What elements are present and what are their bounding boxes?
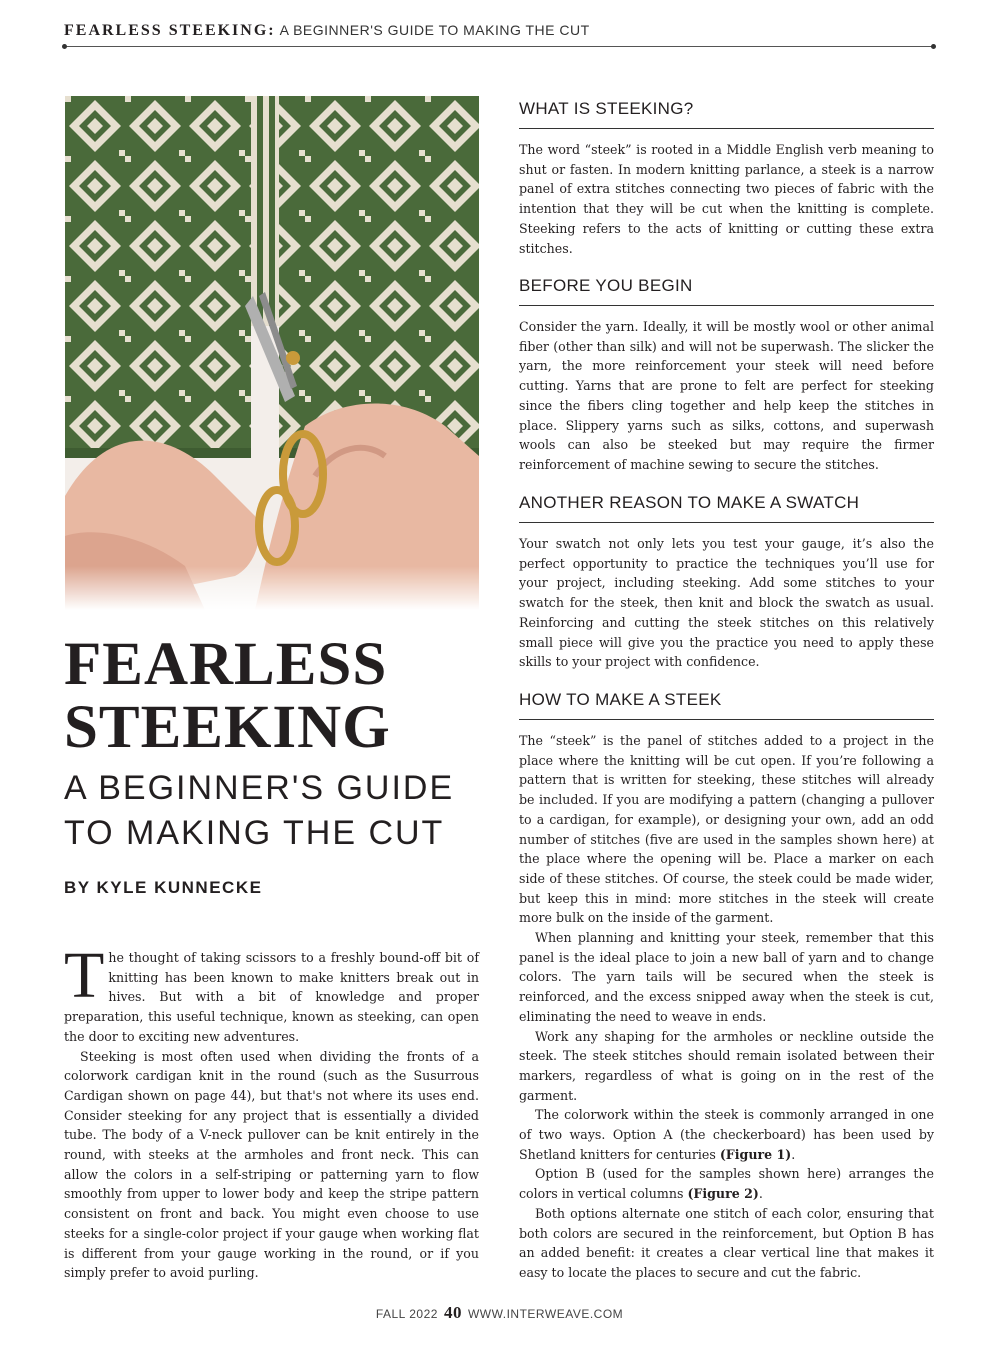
figure-2-reference: (Figure 2) [687,1186,759,1202]
section-before-you-begin [519,276,934,475]
paragraph-end: . [791,1146,796,1162]
section-paragraph: When planning and knitting your steek, remember that this panel is the ideal place to join a new ball of yarn and to change colors. The yarn tails will be secured when the steek is reinforced, and the excess snipped away when the steek is cut, eliminating the need to weave in ends. [519,930,934,1024]
knitting-cut-photo [65,96,479,610]
section-paragraph: Your swatch not only lets you test your gauge, it’s also the perfect opportunity to practice the techniques you’ll use for your project, including steeking. Add some stitches to your swatch for the steek, then knit and block the swatch as usual. Reinforcing and cutting the steek stitches on this relatively small piece will give you the practice you need to apply these skills to your project with confidence. [519,536,934,670]
intro-paragraph-2: Steeking is most often used when dividing the fronts of a colorwork cardigan knit in the round (such as the Susurrous Cardigan shown on page 44), but that's not where its uses end. Consider steeking for any project that is essentially a divided tube. The body of a V-neck pullover can be knit entirely in the round, with steeks at the armholes and front neck. This can allow the colors in a self-striping or patterning yarn to flow smoothly from upper to lower body and keep the stripe pattern consistent on front and back. You might even choose to use steeks for a single-color project if your gauge when working flat is different from your gauge working in the round, or if you simply prefer to avoid purling. [64,1048,479,1281]
subtitle-line-1: A BEGINNER'S GUIDE [64,769,455,807]
footer-url: WWW.INTERWEAVE.COM [467,1307,624,1321]
section-heading: HOW TO MAKE A STEEK [519,690,722,709]
intro-paragraph-1-text: he thought of taking scissors to a freshly bound-off bit of knitting has been known to make knitters break out in hives. But with a bit of knowledge and proper preparation, this useful technique, known as steeking, can open the door to exciting new adventures. [64,950,479,1044]
intro-paragraph-1 [64,939,479,1047]
running-head [64,22,934,44]
page-number: 40 [443,1303,462,1322]
byline: BY KYLE KUNNECKE [64,878,263,897]
section-heading: BEFORE YOU BEGIN [519,276,693,295]
running-head-subtitle: A BEGINNER'S GUIDE TO MAKING THE CUT [279,22,590,38]
footer-season: FALL 2022 [375,1307,438,1321]
article-title [64,633,391,759]
section-paragraph: Work any shaping for the armholes or neckline outside the steek. The steek stitches should remain isolated between their markers, regardless of what is going on in the rest of the garment. [519,1028,934,1103]
drop-cap: T [64,939,105,1012]
section-another-reason [519,493,934,672]
page-footer [0,1303,999,1323]
section-how-to-make-a-steek [519,690,934,1283]
figure-1-reference: (Figure 1) [719,1146,792,1162]
running-head-title: FEARLESS STEEKING: [64,22,276,39]
section-what-is-steeking [519,99,934,258]
section-paragraph: The “steek” is the panel of stitches added to a project in the place where the knitting will be cut open. If you’re following a pattern that is written for steeking, these stitches will already be included. If you are modifying a pattern (changing a pullover to a cardigan, for example), or designing your own, add an odd number of stitches (five are used in the samples shown here) at the place where the opening will be. Place a marker on each side of these stitches. Of course, the steek could be made wider, but keep this in mind: more stitches in the steek will create more bulk on the inside of the garment. [519,733,934,926]
title-line-2: STEEKING [64,694,391,761]
section-paragraph [519,1105,934,1164]
section-paragraph [519,1164,934,1203]
section-paragraph: Consider the yarn. Ideally, it will be mostly wool or other animal fiber (other than silk) and will not be superwash. The slicker the yarn, the more reinforcement your steek will need before cutting. Yarns that are prone to felt are perfect for steeking since the fibers cling together and help keep the stitches in place. Slippery yarns such as silks, cottons, and superwash wools can also be steeked but may require the firmer reinforcement of machine sewing to secure the stitches. [519,319,934,472]
article-subtitle [64,766,454,856]
paragraph-text: The colorwork within the steek is commonly arranged in one of two ways. Option A (the checkerboard) has been used by Shetland knitters for centuries [519,1107,934,1162]
paragraph-text: Option B (used for the samples shown here) arranges the colors in vertical columns [519,1166,934,1202]
section-paragraph: The word “steek” is rooted in a Middle English verb meaning to shut or fasten. In modern knitting parlance, a steek is a narrow panel of extra stitches connecting two pieces of fabric with the intention that they will be cut when the knitting is complete. Steeking refers to the acts of knitting or cutting these extra stitches. [519,142,934,256]
section-heading: WHAT IS STEEKING? [519,99,694,118]
subtitle-line-2: TO MAKING THE CUT [64,814,445,852]
paragraph-end: . [758,1186,763,1202]
section-heading: ANOTHER REASON TO MAKE A SWATCH [519,493,860,512]
section-paragraph: Both options alternate one stitch of each color, ensuring that both colors are secured in the reinforcement, but Option B has an added benefit: it creates a clear vertical line that makes it easy to locate the places to secure and cut the fabric. [519,1205,934,1280]
knitting-photo-illustration [65,96,479,610]
intro-column [64,939,479,1283]
header-rule [64,46,934,47]
title-line-1: FEARLESS [64,631,388,698]
